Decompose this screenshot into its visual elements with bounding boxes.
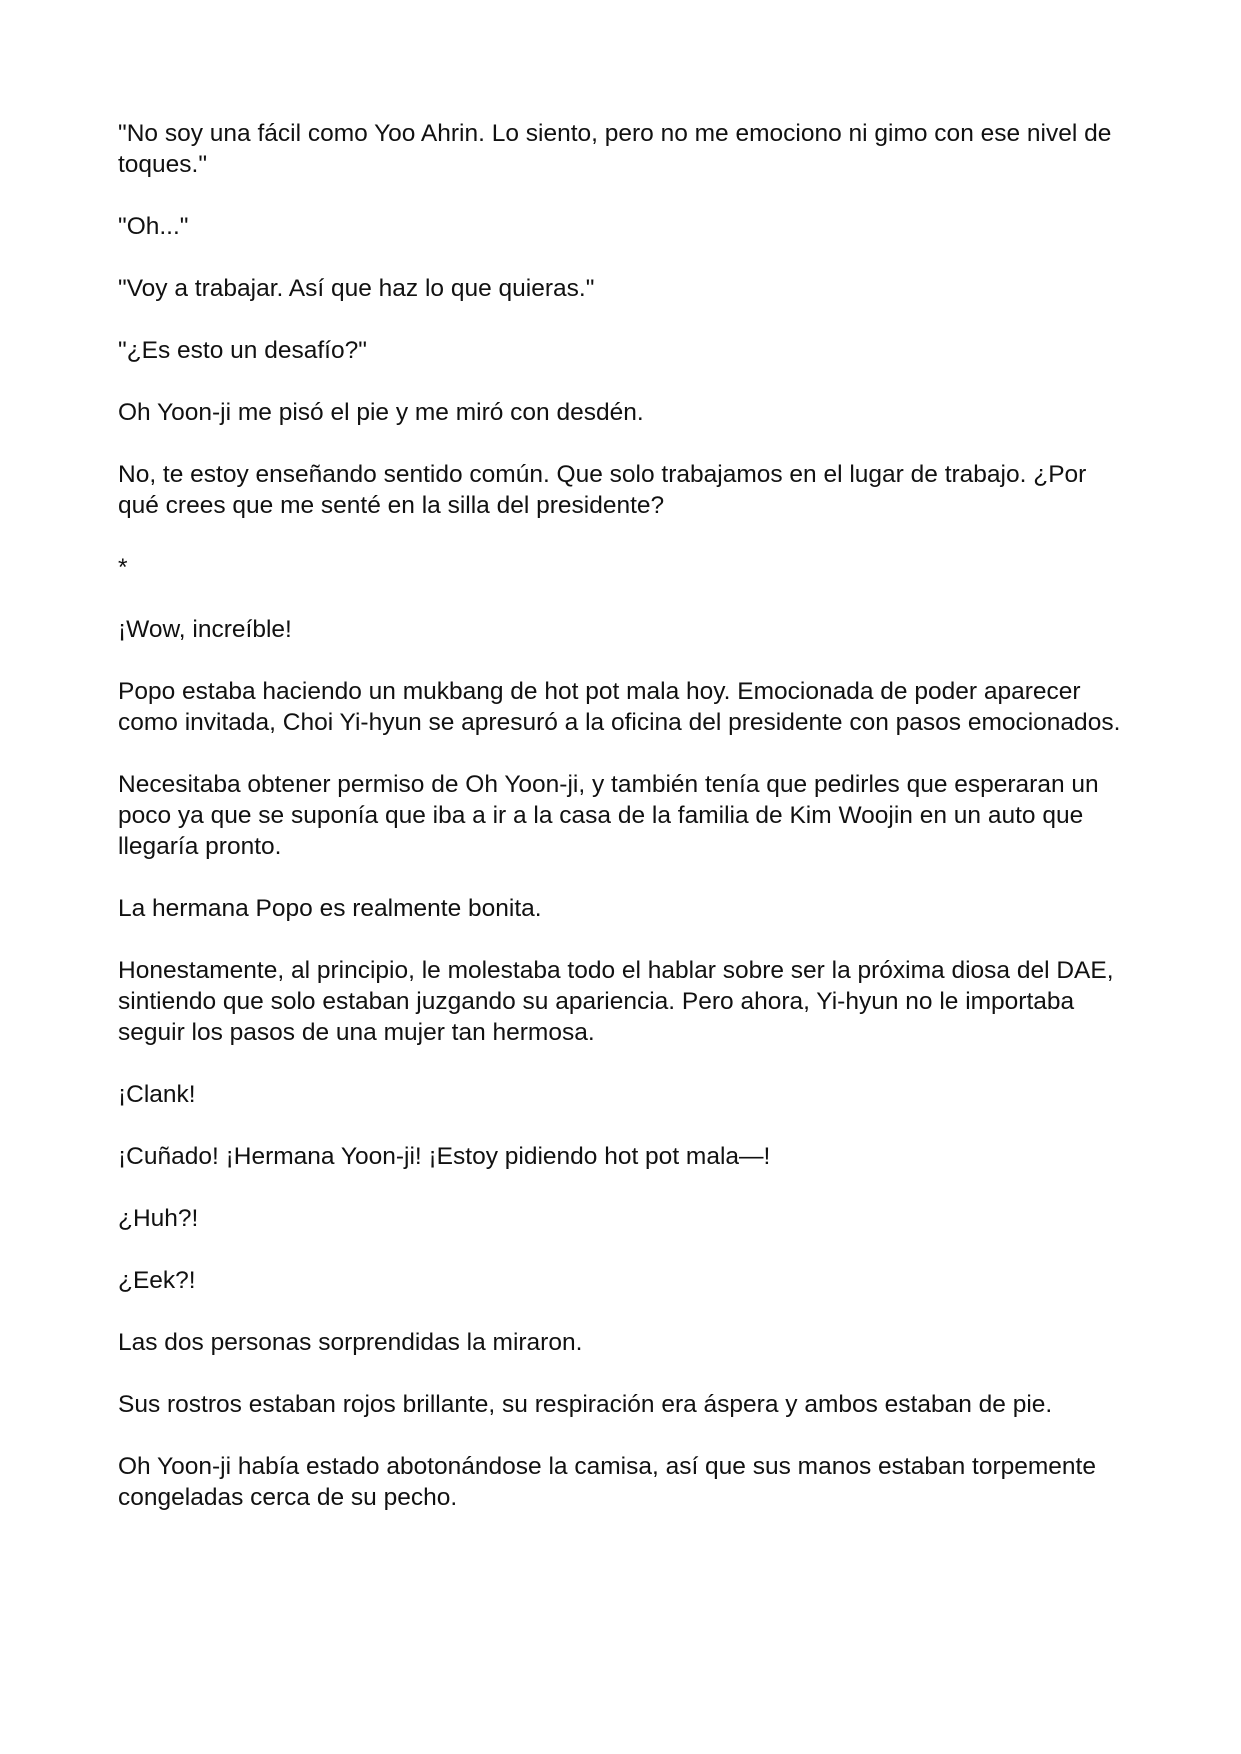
paragraph-9: Popo estaba haciendo un mukbang de hot pot mala hoy. Emocionada de poder aparecer como invitada, Choi Yi-hyun se apresuró a la oficina del presidente con pasos emocionados. [118, 678, 1121, 736]
paragraph-4: "¿Es esto un desafío?" [118, 337, 367, 364]
paragraph-11: La hermana Popo es realmente bonita. [118, 895, 542, 922]
paragraph-12: Honestamente, al principio, le molestaba todo el hablar sobre ser la próxima diosa del DAE, sintiendo que solo estaban juzgando su apariencia. Pero ahora, Yi-hyun no le importaba seguir los pasos de una mujer tan hermosa. [118, 957, 1114, 1046]
paragraph-2: "Oh..." [118, 213, 189, 240]
paragraph-19: Oh Yoon-ji había estado abotonándose la camisa, así que sus manos estaban torpemente congeladas cerca de su pecho. [118, 1453, 1096, 1511]
paragraph-14: ¡Cuñado! ¡Hermana Yoon-ji! ¡Estoy pidiendo hot pot mala—! [118, 1143, 771, 1170]
paragraph-3: "Voy a trabajar. Así que haz lo que quieras." [118, 275, 595, 302]
paragraph-8: ¡Wow, increíble! [118, 616, 292, 643]
paragraph-6: No, te estoy enseñando sentido común. Que solo trabajamos en el lugar de trabajo. ¿Por qué crees que me senté en la silla del presidente? [118, 461, 1087, 519]
paragraph-5: Oh Yoon-ji me pisó el pie y me miró con desdén. [118, 399, 644, 426]
paragraph-17: Las dos personas sorprendidas la miraron. [118, 1329, 583, 1356]
document-body [118, 118, 1128, 1544]
paragraph-10: Necesitaba obtener permiso de Oh Yoon-ji, y también tenía que pedirles que esperaran un poco ya que se suponía que iba a ir a la casa de la familia de Kim Woojin en un auto que llegaría pronto. [118, 771, 1099, 860]
paragraph-16: ¿Eek?! [118, 1267, 196, 1294]
paragraph-15: ¿Huh?! [118, 1205, 199, 1232]
scene-break: * [118, 554, 128, 581]
paragraph-13: ¡Clank! [118, 1081, 196, 1108]
paragraph-1: "No soy una fácil como Yoo Ahrin. Lo siento, pero no me emociono ni gimo con ese nivel de toques." [118, 120, 1112, 178]
paragraph-18: Sus rostros estaban rojos brillante, su respiración era áspera y ambos estaban de pie. [118, 1391, 1053, 1418]
